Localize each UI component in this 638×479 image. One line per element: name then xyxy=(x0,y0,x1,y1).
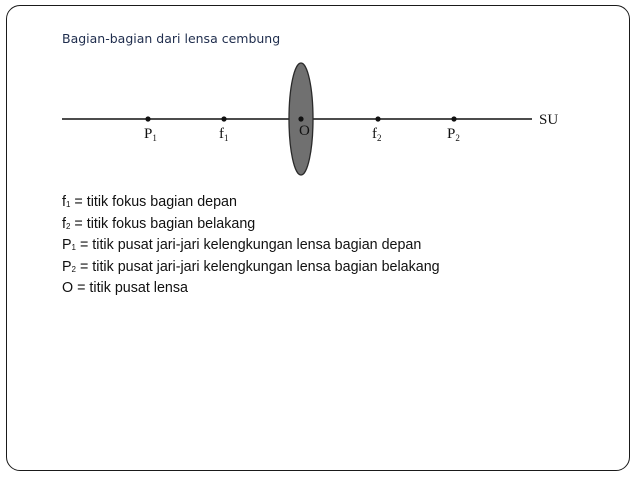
legend-row-p2: $P_2$ = titik pusat jari-jari kelengkungan lensa bagian belakang xyxy=(62,258,440,275)
point-p2-dot xyxy=(451,116,456,121)
legend-row-f2: $f_2$ = titik fokus bagian belakang xyxy=(62,215,256,232)
legend-row-f1: $f_1$ = titik fokus bagian depan xyxy=(62,194,237,210)
label-f1: f1 xyxy=(219,126,229,143)
label-p1: P1 xyxy=(144,126,157,143)
point-o-dot xyxy=(298,116,303,121)
label-o: O xyxy=(299,123,310,139)
diagram-title: Bagian-bagian dari lensa cembung xyxy=(62,31,281,46)
point-f2-dot xyxy=(375,116,380,121)
point-p1-dot xyxy=(145,116,150,121)
label-f2: f2 xyxy=(372,126,382,143)
label-p2: P2 xyxy=(447,126,460,143)
legend-row-p1: $P_1$ = titik pusat jari-jari kelengkungan lensa bagian depan xyxy=(62,237,422,253)
axis-label-su: SU xyxy=(539,112,559,128)
point-f1-dot xyxy=(221,116,226,121)
legend xyxy=(62,193,440,298)
legend-row-o: O = titik pusat lensa xyxy=(62,280,188,296)
